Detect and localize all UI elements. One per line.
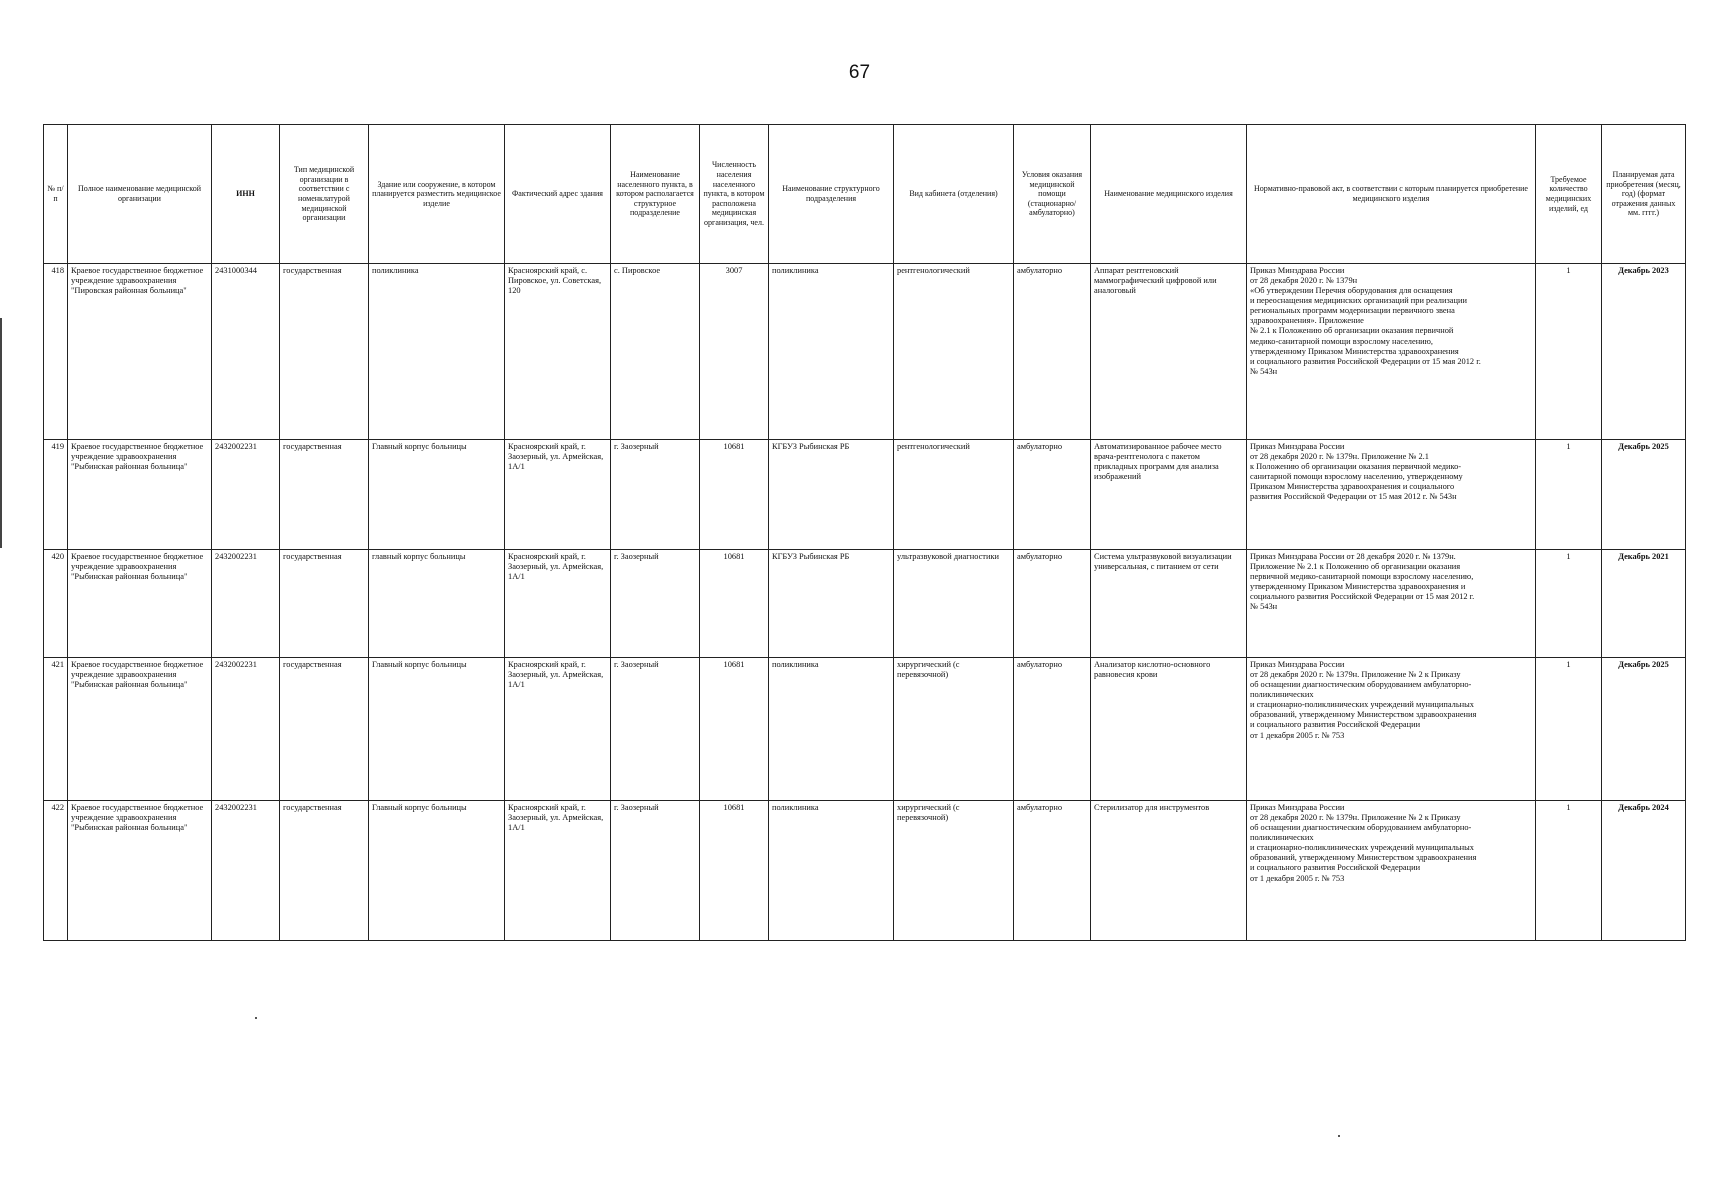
header-locality: Наименование населенного пункта, в котором располагается структурное подразделение	[611, 125, 700, 264]
legal-act: Приказ Минздрава России от 28 декабря 2020 г. № 1379н. Приложение № 2 к Приказу об оснащении диагностическим оборудованием амбулаторно- поликлинических и стационарно-поликлинических учреждений муниципальных образований, утвержденному Министерством здравоохранения и социального развития Российской Федерации от 1 декабря 2005 г. № 753	[1247, 801, 1536, 941]
header-num: № п/п	[44, 125, 68, 264]
cabinet-type: ультразвуковой диагностики	[894, 550, 1014, 658]
care-conditions: амбулаторно	[1014, 264, 1091, 440]
device-name: Автоматизированное рабочее место врача-рентгенолога с пакетом прикладных программ для анализа изображений	[1091, 440, 1247, 550]
legal-act: Приказ Минздрава России от 28 декабря 2020 г. № 1379н. Приложение № 2 к Приказу об оснащении диагностическим оборудованием амбулаторно- поликлинических и стационарно-поликлинических учреждений муниципальных образований, утвержденному Министерством здравоохранения и социального развития Российской Федерации от 1 декабря 2005 г. № 753	[1247, 658, 1536, 801]
header-type: Тип медицинской организации в соответствии с номенклатурой медицинской организации	[280, 125, 369, 264]
device-name: Стерилизатор для инструментов	[1091, 801, 1247, 941]
care-conditions: амбулаторно	[1014, 658, 1091, 801]
org-type: государственная	[280, 801, 369, 941]
population: 10681	[700, 658, 769, 801]
quantity: 1	[1536, 550, 1602, 658]
org-name: Краевое государственное бюджетное учреждение здравоохранения "Рыбинская районная больница"	[68, 801, 212, 941]
table-row	[44, 658, 1686, 801]
header-date: Планируемая дата приобретения (месяц, год) (формат отражения данных мм. гггг.)	[1602, 125, 1686, 264]
row-number: 419	[44, 440, 68, 550]
locality: с. Пировское	[611, 264, 700, 440]
header-act: Нормативно-правовой акт, в соответствии с которым планируется приобретение медицинского изделия	[1247, 125, 1536, 264]
header-qty: Требуемое количество медицинских изделий, ед	[1536, 125, 1602, 264]
row-number: 420	[44, 550, 68, 658]
locality: г. Заозерный	[611, 658, 700, 801]
table-row	[44, 801, 1686, 941]
address: Красноярский край, г. Заозерный, ул. Армейская, 1А/1	[505, 550, 611, 658]
inn: 2432002231	[212, 440, 280, 550]
planned-date: Декабрь 2021	[1602, 550, 1686, 658]
locality: г. Заозерный	[611, 550, 700, 658]
header-cabinet: Вид кабинета (отделения)	[894, 125, 1014, 264]
structural-unit: КГБУЗ Рыбинская РБ	[769, 440, 894, 550]
device-name: Анализатор кислотно-основного равновесия крови	[1091, 658, 1247, 801]
org-type: государственная	[280, 264, 369, 440]
quantity: 1	[1536, 264, 1602, 440]
header-row	[44, 125, 1686, 264]
planned-date: Декабрь 2024	[1602, 801, 1686, 941]
building: Главный корпус больницы	[369, 658, 505, 801]
row-number: 421	[44, 658, 68, 801]
page-number: 67	[848, 62, 871, 83]
header-building: Здание или сооружение, в котором планируется разместить медицинское изделие	[369, 125, 505, 264]
header-org: Полное наименование медицинской организации	[68, 125, 212, 264]
population: 10681	[700, 801, 769, 941]
org-type: государственная	[280, 658, 369, 801]
org-name: Краевое государственное бюджетное учреждение здравоохранения "Рыбинская районная больница"	[68, 440, 212, 550]
quantity: 1	[1536, 658, 1602, 801]
address: Красноярский край, г. Заозерный, ул. Армейская, 1А/1	[505, 440, 611, 550]
cabinet-type: хирургический (с перевязочной)	[894, 658, 1014, 801]
population: 10681	[700, 550, 769, 658]
structural-unit: поликлиника	[769, 658, 894, 801]
table-row	[44, 440, 1686, 550]
org-name: Краевое государственное бюджетное учреждение здравоохранения "Рыбинская районная больница"	[68, 658, 212, 801]
header-address: Фактический адрес здания	[505, 125, 611, 264]
header-conditions: Условия оказания медицинской помощи (стационарно/ амбулаторно)	[1014, 125, 1091, 264]
row-number: 422	[44, 801, 68, 941]
legal-act: Приказ Минздрава России от 28 декабря 2020 г. № 1379н. Приложение № 2.1 к Положению об организации оказания первичной медико-санитарной помощи взрослому населению, утвержденному Приказом Министерства здравоохранения и социального развития Российской Федерации от 15 мая 2012 г. № 543н	[1247, 550, 1536, 658]
cabinet-type: рентгенологический	[894, 440, 1014, 550]
care-conditions: амбулаторно	[1014, 801, 1091, 941]
inn: 2432002231	[212, 658, 280, 801]
header-inn: ИНН	[212, 125, 280, 264]
planned-date: Декабрь 2025	[1602, 440, 1686, 550]
header-unit: Наименование структурного подразделения	[769, 125, 894, 264]
building: главный корпус больницы	[369, 550, 505, 658]
locality: г. Заозерный	[611, 440, 700, 550]
table-row	[44, 550, 1686, 658]
quantity: 1	[1536, 440, 1602, 550]
device-name: Аппарат рентгеновский маммографический цифровой или аналоговый	[1091, 264, 1247, 440]
header-device: Наименование медицинского изделия	[1091, 125, 1247, 264]
cabinet-type: хирургический (с перевязочной)	[894, 801, 1014, 941]
care-conditions: амбулаторно	[1014, 440, 1091, 550]
population: 10681	[700, 440, 769, 550]
cabinet-type: рентгенологический	[894, 264, 1014, 440]
org-type: государственная	[280, 440, 369, 550]
population: 3007	[700, 264, 769, 440]
inn: 2432002231	[212, 550, 280, 658]
header-population: Численность населения населенного пункта, в котором расположена медицинская организация, чел.	[700, 125, 769, 264]
scan-speck	[255, 1017, 257, 1019]
row-number: 418	[44, 264, 68, 440]
inn: 2431000344	[212, 264, 280, 440]
device-name: Система ультразвуковой визуализации универсальная, с питанием от сети	[1091, 550, 1247, 658]
building: поликлиника	[369, 264, 505, 440]
care-conditions: амбулаторно	[1014, 550, 1091, 658]
inn: 2432002231	[212, 801, 280, 941]
structural-unit: КГБУЗ Рыбинская РБ	[769, 550, 894, 658]
scan-speck	[1338, 1135, 1340, 1137]
org-name: Краевое государственное бюджетное учреждение здравоохранения "Пировская районная больница"	[68, 264, 212, 440]
address: Красноярский край, г. Заозерный, ул. Армейская, 1А/1	[505, 801, 611, 941]
equipment-table	[43, 124, 1686, 941]
structural-unit: поликлиника	[769, 264, 894, 440]
legal-act: Приказ Минздрава России от 28 декабря 2020 г. № 1379н. Приложение № 2.1 к Положению об организации оказания первичной медико- санитарной помощи взрослому населению, утвержденному Приказом Министерства здравоохранения и социального развития Российской Федерации от 15 мая 2012 г. № 543н	[1247, 440, 1536, 550]
address: Красноярский край, с. Пировское, ул. Советская, 120	[505, 264, 611, 440]
building: Главный корпус больницы	[369, 801, 505, 941]
building: Главный корпус больницы	[369, 440, 505, 550]
org-name: Краевое государственное бюджетное учреждение здравоохранения "Рыбинская районная больница"	[68, 550, 212, 658]
legal-act: Приказ Минздрава России от 28 декабря 2020 г. № 1379н «Об утверждении Перечня оборудования для оснащения и переоснащения медицинских организаций при реализации региональных программ модернизации первичного звена здравоохранения». Приложение № 2.1 к Положению об организации оказания первичной медико-санитарной помощи взрослому населению, утвержденному Приказом Министерства здравоохранения и социального развития Российской Федерации от 15 мая 2012 г. № 543н	[1247, 264, 1536, 440]
address: Красноярский край, г. Заозерный, ул. Армейская, 1А/1	[505, 658, 611, 801]
planned-date: Декабрь 2025	[1602, 658, 1686, 801]
scan-edge-mark	[0, 318, 2, 548]
table-row	[44, 264, 1686, 440]
locality: г. Заозерный	[611, 801, 700, 941]
planned-date: Декабрь 2023	[1602, 264, 1686, 440]
structural-unit: поликлиника	[769, 801, 894, 941]
org-type: государственная	[280, 550, 369, 658]
quantity: 1	[1536, 801, 1602, 941]
